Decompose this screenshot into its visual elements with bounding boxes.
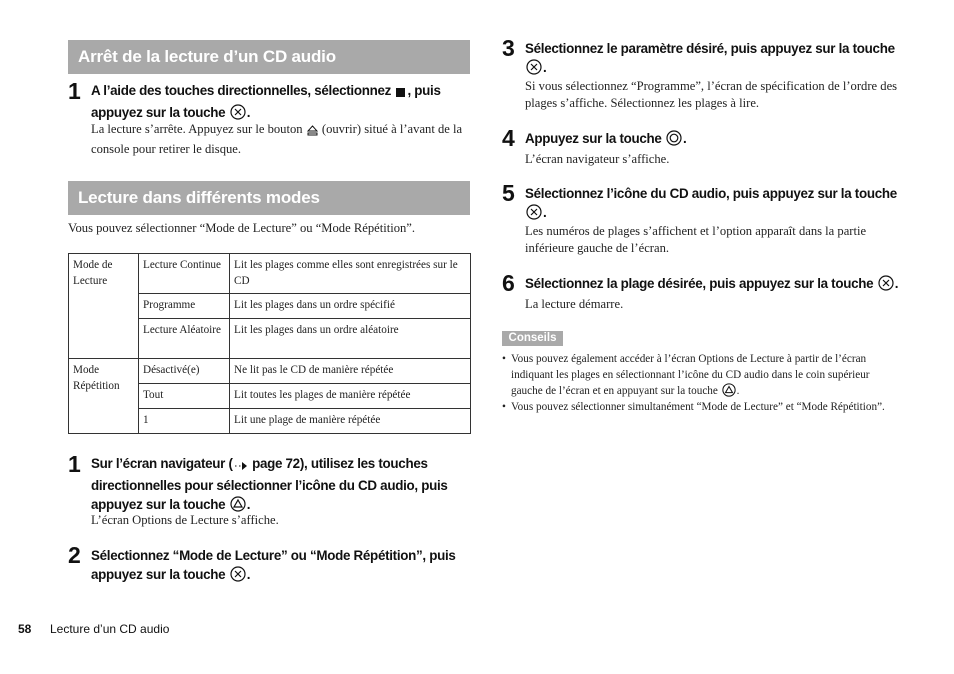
table-group-cell: Mode de Lecture: [69, 254, 139, 359]
table-desc-cell: Ne lit pas le CD de manière répétée: [230, 359, 471, 384]
cross-button-icon: [526, 204, 542, 225]
step-heading-end: .: [543, 60, 547, 75]
table-option-cell: Lecture Continue: [139, 254, 230, 294]
step-heading-text: Appuyez sur la touche: [525, 131, 662, 146]
table-desc-cell: Lit toutes les plages de manière répétée: [230, 384, 471, 409]
table-group-cell: Mode Répétition: [69, 359, 139, 434]
step-number: 1: [68, 78, 81, 104]
step-heading-end: .: [682, 131, 687, 146]
step-heading: [525, 184, 910, 225]
tip-text: Vous pouvez également accéder à l’écran Options de Lecture à partir de l’écran indiquant les plages en sélectionnant l’icône du CD audio dans le coin supérieur gauche de l’écran et en appuyant sur la touche: [511, 353, 870, 397]
step-heading: [525, 274, 925, 296]
table-desc-cell: Lit les plages dans un ordre aléatoire: [230, 319, 471, 359]
page-number: 58: [18, 622, 32, 636]
step-body: L’écran Options de Lecture s’affiche.: [91, 513, 279, 527]
step-heading-end: .: [246, 567, 251, 582]
step-body-text: La lecture s’arrête. Appuyez sur le bouton: [91, 122, 303, 136]
step-number: 4: [502, 125, 515, 151]
circle-button-icon: [666, 130, 682, 151]
table-row: [69, 254, 471, 294]
step-heading-end: .: [246, 497, 251, 512]
step-heading-text: Sélectionnez “Mode de Lecture” ou “Mode Répétition”, puis appuyez sur la touche: [91, 548, 456, 582]
cross-button-icon: [878, 275, 894, 296]
step-number: 5: [502, 180, 515, 206]
tip-text: Vous pouvez sélectionner simultanément “Mode de Lecture” et “Mode Répétition”.: [511, 401, 885, 413]
step-heading: [91, 81, 471, 125]
step-number: 3: [502, 35, 515, 61]
step-heading-text-2: , puis appuyez sur la touche: [91, 83, 441, 120]
tip-item: [502, 399, 902, 415]
table-desc-cell: Lit les plages comme elles sont enregistrées sur le CD: [230, 254, 471, 294]
step-heading-end: .: [894, 276, 899, 291]
step-number: 2: [68, 542, 81, 568]
step-heading-text-2: page 72), utilisez les touches directionnelles pour sélectionner l’icône du CD audio, puis appuyez sur la touche: [91, 456, 448, 512]
step-heading-end: .: [543, 205, 547, 220]
step-body-text-end: (ouvrir) situé à l’avant de la console pour retirer le disque.: [91, 122, 463, 156]
bullet: •: [502, 353, 506, 365]
table-option-cell: Tout: [139, 384, 230, 409]
step-heading: [525, 129, 910, 151]
table-option-cell: Désactivé(e): [139, 359, 230, 384]
cross-button-icon: [526, 59, 542, 80]
step-heading-text: A l’aide des touches directionnelles, sélectionnez: [91, 83, 392, 98]
tips-label: Conseils: [502, 331, 563, 346]
step-number: 6: [502, 270, 515, 296]
footer-section-title: Lecture d’un CD audio: [50, 622, 170, 636]
table-option-cell: Lecture Aléatoire: [139, 319, 230, 359]
eject-icon: [307, 124, 318, 141]
bullet: •: [502, 401, 506, 413]
step-heading-text: Sélectionnez le paramètre désiré, puis appuyez sur la touche: [525, 41, 895, 56]
step-body: L’écran navigateur s’affiche.: [525, 152, 670, 166]
step-heading: [91, 454, 473, 517]
section-banner-stop: Arrêt de la lecture d’un CD audio: [68, 40, 470, 74]
step-number: 1: [68, 451, 81, 477]
table-desc-cell: Lit une plage de manière répétée: [230, 409, 471, 434]
step-body: Les numéros de plages s’affichent et l’option apparaît dans la partie inférieure gauche de l’écran.: [525, 224, 867, 255]
stop-square-icon: [395, 84, 406, 103]
tip-text-end: .: [736, 385, 740, 397]
step-body: Si vous sélectionnez “Programme”, l’écran de spécification de l’ordre des plages s’affiche. Sélectionnez les plages à lire.: [525, 79, 898, 110]
table-option-cell: Programme: [139, 294, 230, 319]
tip-item: [502, 351, 902, 402]
step-heading: [91, 546, 473, 587]
modes-table: [68, 253, 471, 434]
step-heading-text: Sélectionnez l’icône du CD audio, puis appuyez sur la touche: [525, 186, 897, 201]
table-desc-cell: Lit les plages dans un ordre spécifié: [230, 294, 471, 319]
page-ref-arrow-icon: [234, 457, 248, 476]
table-option-cell: 1: [139, 409, 230, 434]
cross-button-icon: [230, 566, 246, 587]
step-heading-end: .: [246, 105, 251, 120]
step-heading-text: Sur l’écran navigateur (: [91, 456, 233, 471]
section-banner-modes: Lecture dans différents modes: [68, 181, 470, 215]
step-heading-text: Sélectionnez la plage désirée, puis appuyez sur la touche: [525, 276, 874, 291]
step-body: La lecture démarre.: [525, 297, 624, 311]
step-heading: [525, 39, 910, 80]
table-row: [69, 359, 471, 384]
intro-text: Vous pouvez sélectionner “Mode de Lecture” ou “Mode Répétition”.: [68, 221, 416, 235]
step-body: [91, 121, 473, 158]
